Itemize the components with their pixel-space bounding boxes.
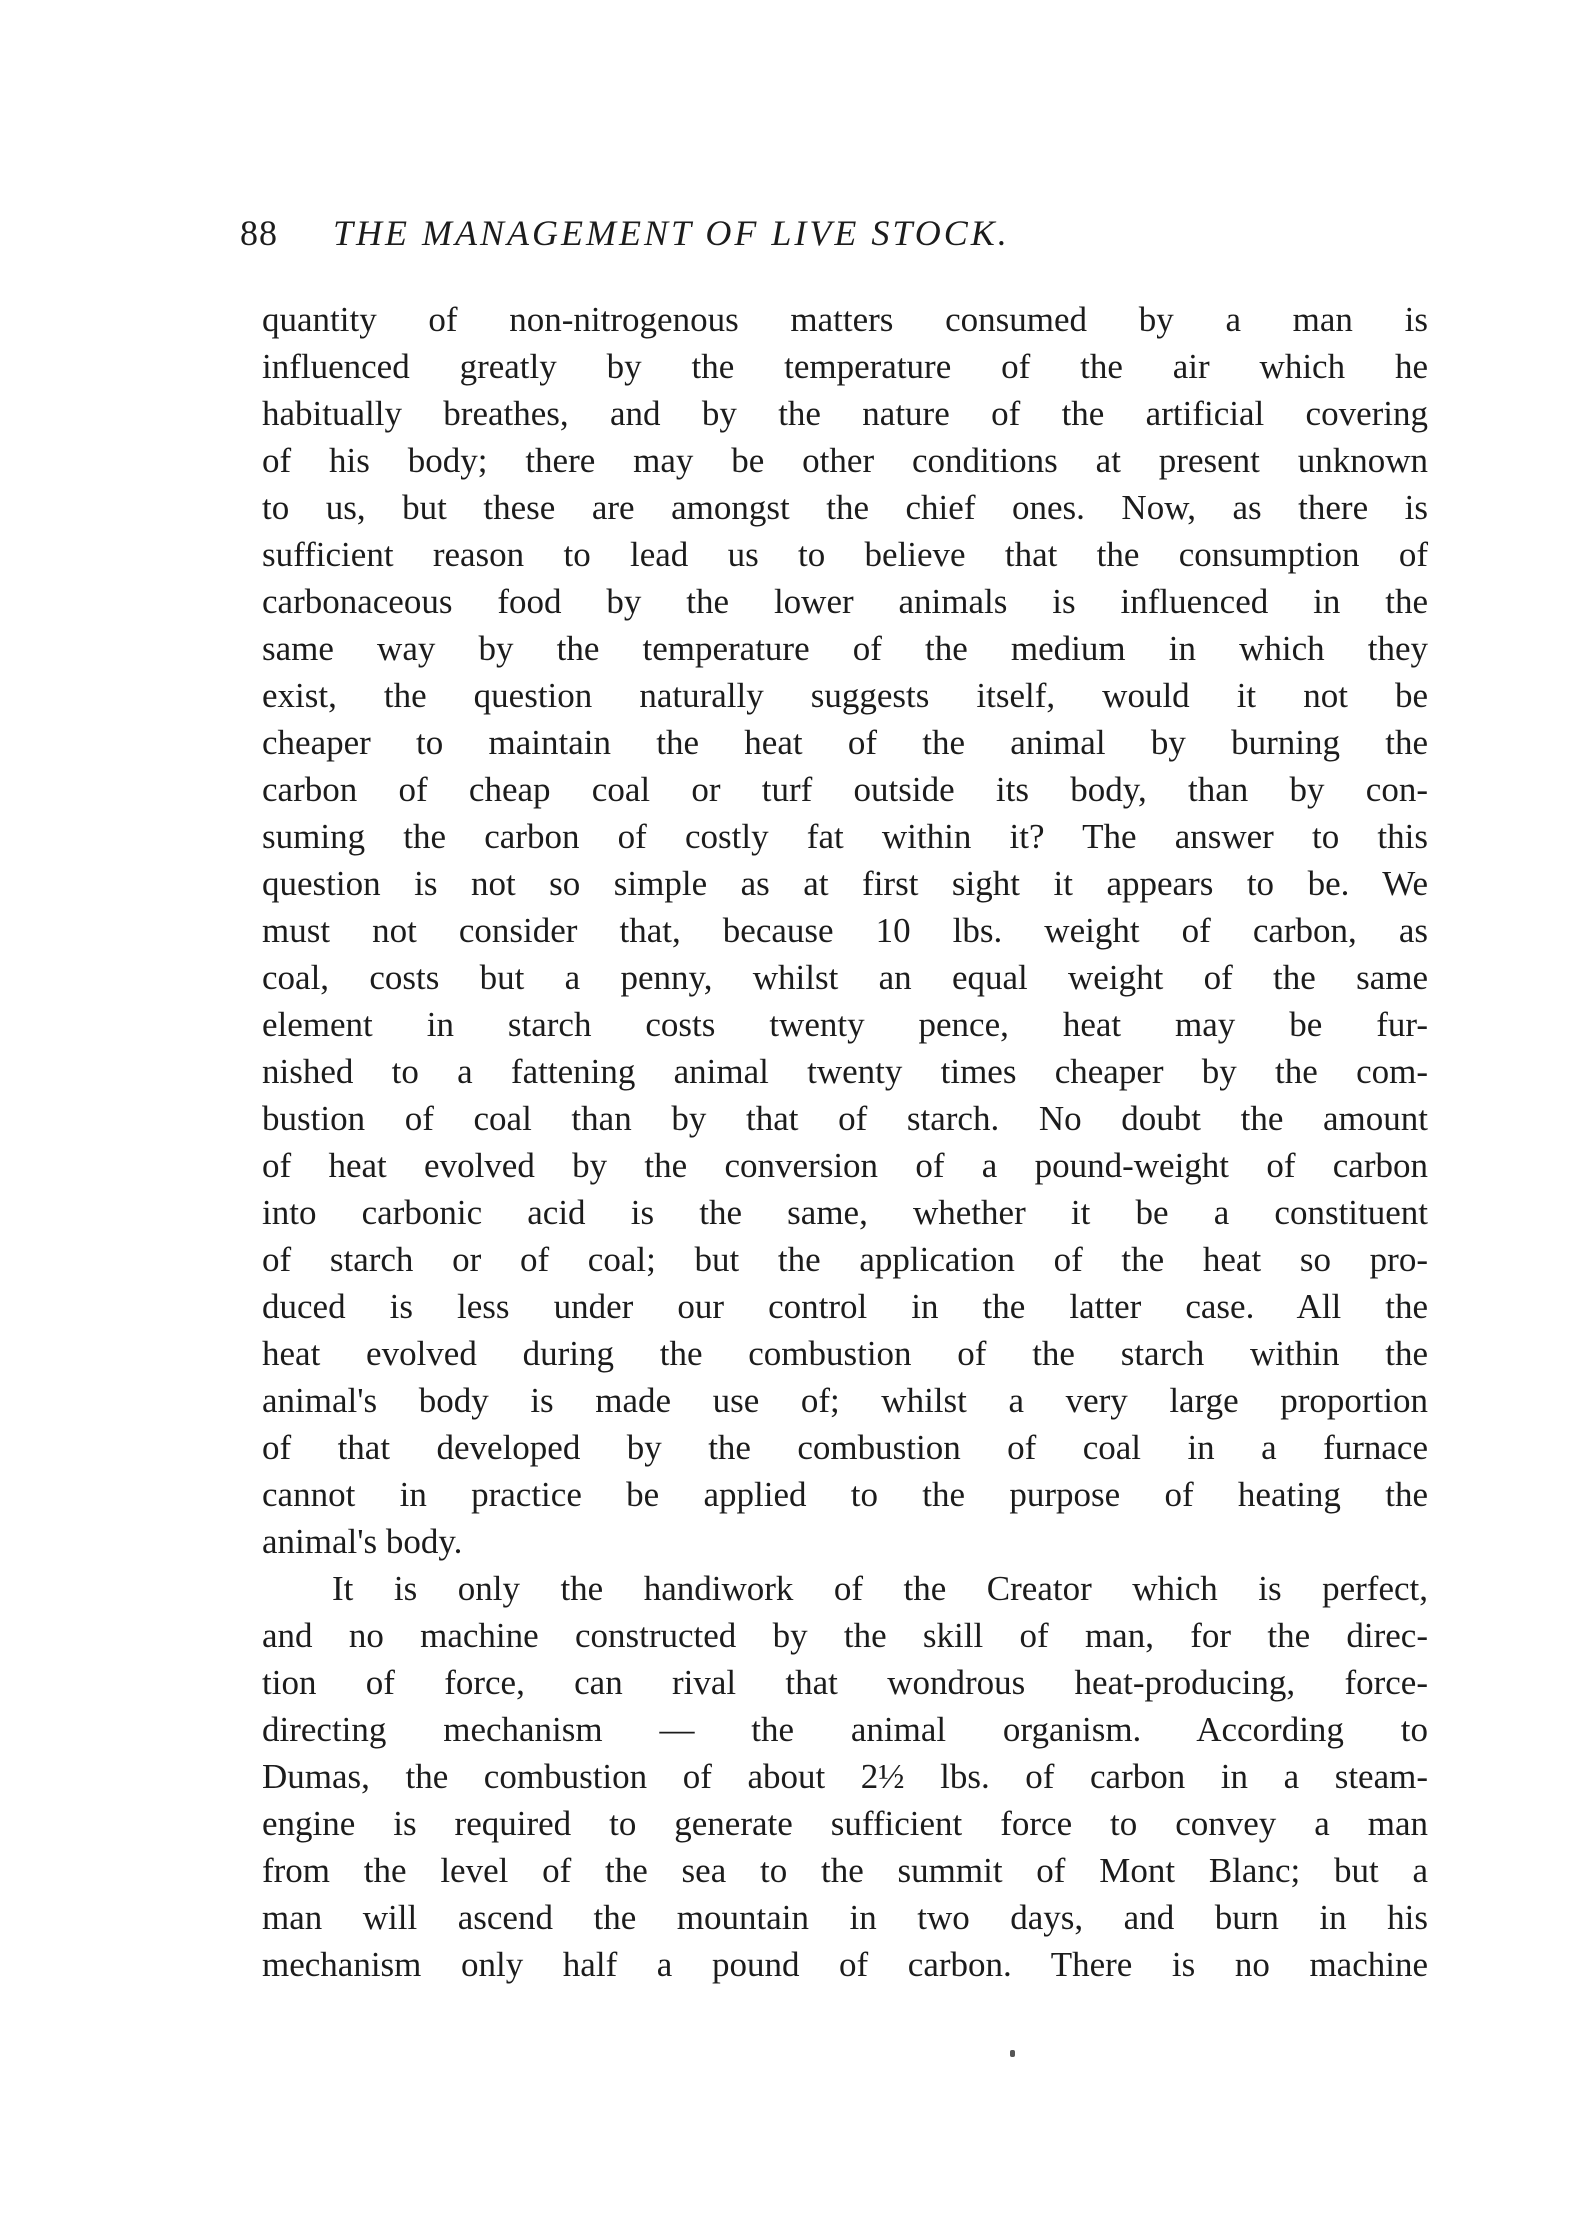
text-line: tion of force, can rival that wondrous heat-producing, force-	[262, 1663, 1428, 1702]
text-line: directing mechanism — the animal organism. According to	[262, 1710, 1428, 1749]
text-line: bustion of coal than by that of starch. No doubt the amount	[262, 1099, 1428, 1138]
text-line: exist, the question naturally suggests itself, would it not be	[262, 676, 1428, 715]
paragraph	[262, 296, 1428, 1565]
text-line: from the level of the sea to the summit of Mont Blanc; but a	[262, 1851, 1428, 1890]
text-line: to us, but these are amongst the chief ones. Now, as there is	[262, 488, 1428, 527]
text-line: element in starch costs twenty pence, heat may be fur-	[262, 1005, 1428, 1044]
text-line: of heat evolved by the conversion of a pound-weight of carbon	[262, 1146, 1428, 1185]
text-line: coal, costs but a penny, whilst an equal weight of the same	[262, 958, 1428, 997]
text-line: animal's body.	[262, 1522, 463, 1561]
page-number: 88	[240, 213, 278, 253]
text-line: habitually breathes, and by the nature of the artificial covering	[262, 394, 1428, 433]
text-line: engine is required to generate sufficient force to convey a man	[262, 1804, 1428, 1843]
ink-speck	[1010, 2050, 1015, 2057]
text-line: sufficient reason to lead us to believe that the consumption of	[262, 535, 1428, 574]
text-line: carbon of cheap coal or turf outside its body, than by con-	[262, 770, 1428, 809]
text-line: of starch or of coal; but the application of the heat so pro-	[262, 1240, 1428, 1279]
text-line: of his body; there may be other conditions at present unknown	[262, 441, 1428, 480]
running-title: THE MANAGEMENT OF LIVE STOCK.	[333, 213, 1010, 253]
text-line: cheaper to maintain the heat of the animal by burning the	[262, 723, 1428, 762]
text-line: suming the carbon of costly fat within it? The answer to this	[262, 817, 1428, 856]
text-line: question is not so simple as at first sight it appears to be. We	[262, 864, 1428, 903]
body-text	[262, 296, 1428, 1988]
text-line: nished to a fattening animal twenty times cheaper by the com-	[262, 1052, 1428, 1091]
paragraph	[262, 1565, 1428, 1988]
text-line: cannot in practice be applied to the purpose of heating the	[262, 1475, 1428, 1514]
text-line: of that developed by the combustion of coal in a furnace	[262, 1428, 1428, 1467]
text-line: animal's body is made use of; whilst a very large proportion	[262, 1381, 1428, 1420]
text-line: quantity of non-nitrogenous matters consumed by a man is	[262, 300, 1428, 339]
text-line: duced is less under our control in the latter case. All the	[262, 1287, 1428, 1326]
text-line: into carbonic acid is the same, whether it be a constituent	[262, 1193, 1428, 1232]
text-line: man will ascend the mountain in two days, and burn in his	[262, 1898, 1428, 1937]
text-line: Dumas, the combustion of about 2½ lbs. of carbon in a steam-	[262, 1757, 1428, 1796]
text-line: heat evolved during the combustion of the starch within the	[262, 1334, 1428, 1373]
text-line: carbonaceous food by the lower animals is influenced in the	[262, 582, 1428, 621]
text-line: must not consider that, because 10 lbs. weight of carbon, as	[262, 911, 1428, 950]
text-line: It is only the handiwork of the Creator which is perfect,	[332, 1569, 1428, 1608]
running-head	[240, 208, 1428, 258]
text-line: and no machine constructed by the skill of man, for the direc-	[262, 1616, 1428, 1655]
text-line: mechanism only half a pound of carbon. There is no machine	[262, 1945, 1428, 1984]
text-line: same way by the temperature of the medium in which they	[262, 629, 1428, 668]
text-line: influenced greatly by the temperature of the air which he	[262, 347, 1428, 386]
